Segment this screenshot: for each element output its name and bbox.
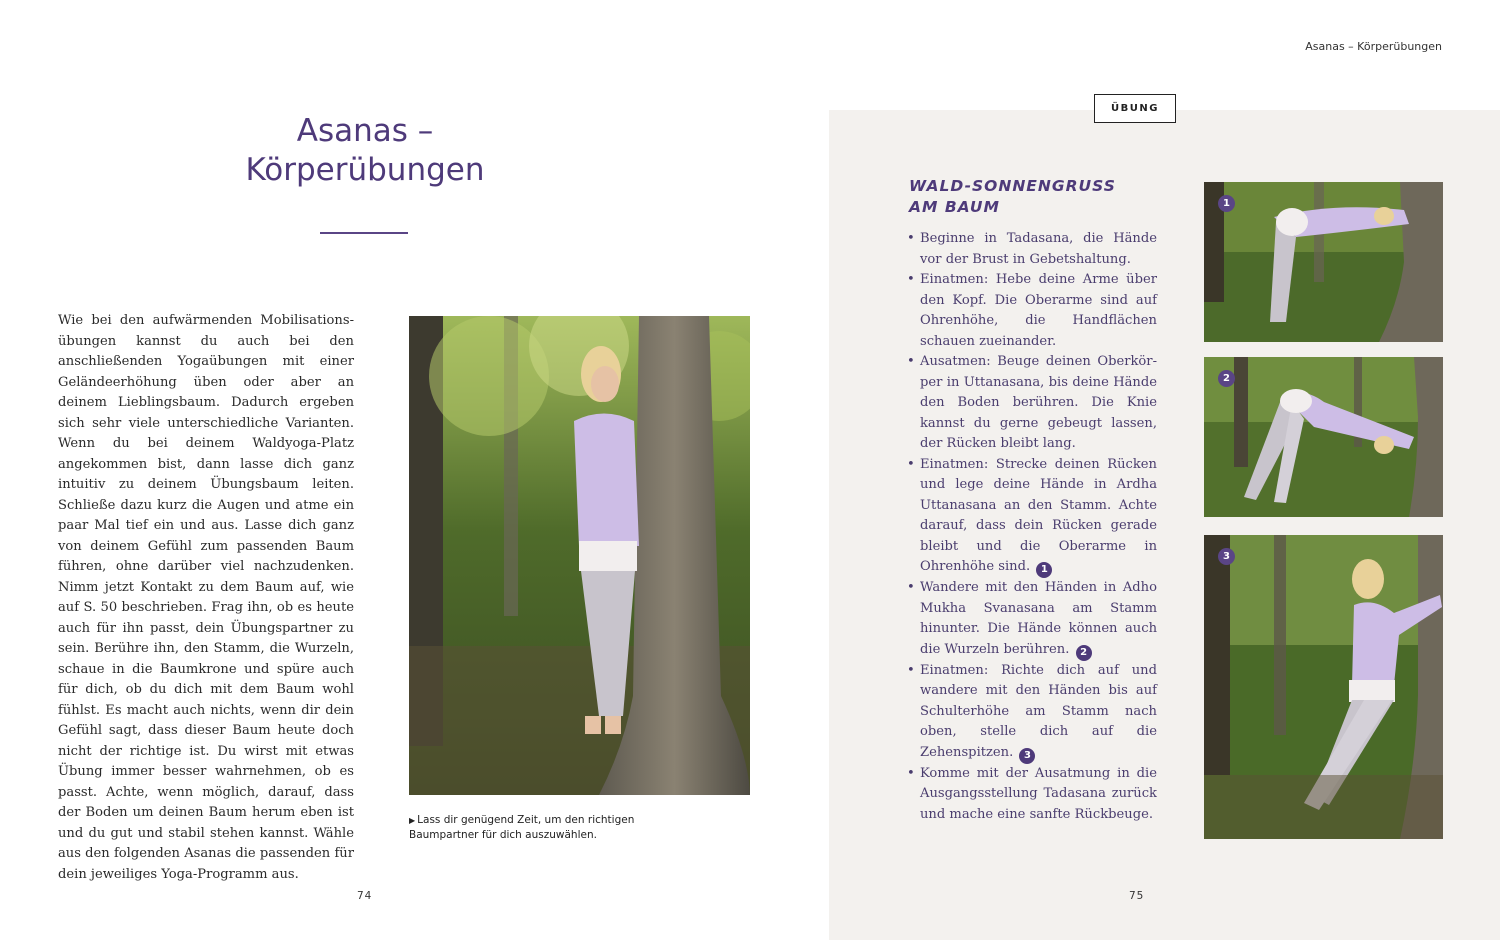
title-divider [320,232,408,234]
step-text: Komme mit der Ausatmung in die Ausgangsstellung Tadasana zurück und mache eine sanfte Rückbeuge. [920,765,1157,822]
exercise-badge: ÜBUNG [1094,94,1176,123]
step-3-photo [1204,535,1443,839]
page-title [200,112,530,190]
step-item [907,270,1157,352]
step-text: Einatmen: Richte dich auf und wandere mit den Händen bis auf Schulterhöhe am Stamm nach oben, stelle dich auf die Zehenspitzen. [920,662,1157,760]
step-2-photo [1204,357,1443,517]
step-item [907,229,1157,270]
step-item [907,764,1157,826]
step-marker-1: 1 [1036,562,1052,578]
title-line-1: Asanas – [296,113,434,149]
step-text: Einatmen: Hebe deine Arme über den Kopf. Die Oberarme sind auf Ohrenhöhe, die Handflächen schauen zueinander. [920,272,1157,349]
step-text: Ausatmen: Beuge deinen Oberkörper in Uttanasana, bis deine Hände den Boden berühren. Die Knie kannst du gerne gebeugt lassen, der Rücken bleibt lang. [920,354,1157,451]
exercise-steps [907,229,1157,825]
photo-number-1: 1 [1218,195,1235,212]
page-number-left: 74 [357,890,373,902]
title-line-2: Körperübungen [245,152,485,188]
tree-standing-photo [409,316,750,795]
step-text: Einatmen: Strecke deinen Rücken und lege deine Hände in Ardha Uttanasana an den Stamm. Achte darauf, dass dein Rücken gerade bleibt und die Oberarme in Ohrenhöhe sind. [920,456,1157,574]
step-1-photo [1204,182,1443,342]
caption-text: Lass dir genügend Zeit, um den richtigen Baumpartner für dich auszuwählen. [409,814,635,841]
exercise-title-line-1: WALD-SONNENGRUSS [909,177,1116,195]
photo-number-3: 3 [1218,548,1235,565]
intro-paragraph: Wie bei den aufwärmenden Mobilisationsübungen kannst du auch bei den anschließenden Yogaübungen mit einer Geländeerhöhung üben oder aber an deinem Lieblingsbaum. Dadurch ergeben sich sehr viele unterschiedliche Varianten. Wenn du bei deinem Waldyoga-Platz angekommen bist, dann lasse dich ganz intuitiv zu deinem Übungsbaum leiten. Schließe dazu kurz die Augen und atme ein paar Mal tief ein und aus. Lasse dich ganz von deinem Gefühl zum passenden Baum führen, ohne darüber viel nachzudenken. Nimm jetzt Kontakt zu dem Baum auf, wie auf S. 50 beschrieben. Frag ihn, ob es heute auch für ihn passt, dein Übungspartner zu sein. Berühre ihn, den Stamm, die Wurzeln, schaue in die Baumkrone und spüre auch für dich, ob du dich mit dem Baum wohl fühlst. Es macht auch nichts, wenn dir dein Gefühl sagt, dass dieser Baum heute doch nicht der richtige ist. Du wirst mit etwas Übung immer besser wahrnehmen, ob es passt. Achte, wenn möglich, darauf, dass der Boden um deinen Baum herum eben ist und du gut und stabil stehen kannst. Wähle aus den folgenden Asanas die passenden für dein jeweiliges Yoga-Programm aus. [58,313,354,882]
photo-caption [409,813,669,843]
page-number-right: 75 [1129,890,1145,902]
caption-arrow-icon: ▶ [409,816,416,825]
step-marker-3: 3 [1019,748,1035,764]
exercise-title-line-2: AM BAUM [909,198,1000,216]
step-item [907,455,1157,579]
running-head: Asanas – Körperübungen [1305,40,1442,53]
step-item [907,661,1157,764]
step-text: Wandere mit den Händen in Adho Mukha Svanasana am Stamm hinunter. Die Hände können auch die Wurzeln berühren. [920,580,1157,657]
step-marker-2: 2 [1076,645,1092,661]
step-text: Beginne in Tadasana, die Hände vor der Brust in Gebetshaltung. [920,231,1157,267]
exercise-title [909,176,1159,218]
step-item [907,352,1157,455]
step-item [907,578,1157,661]
photo-number-2: 2 [1218,370,1235,387]
